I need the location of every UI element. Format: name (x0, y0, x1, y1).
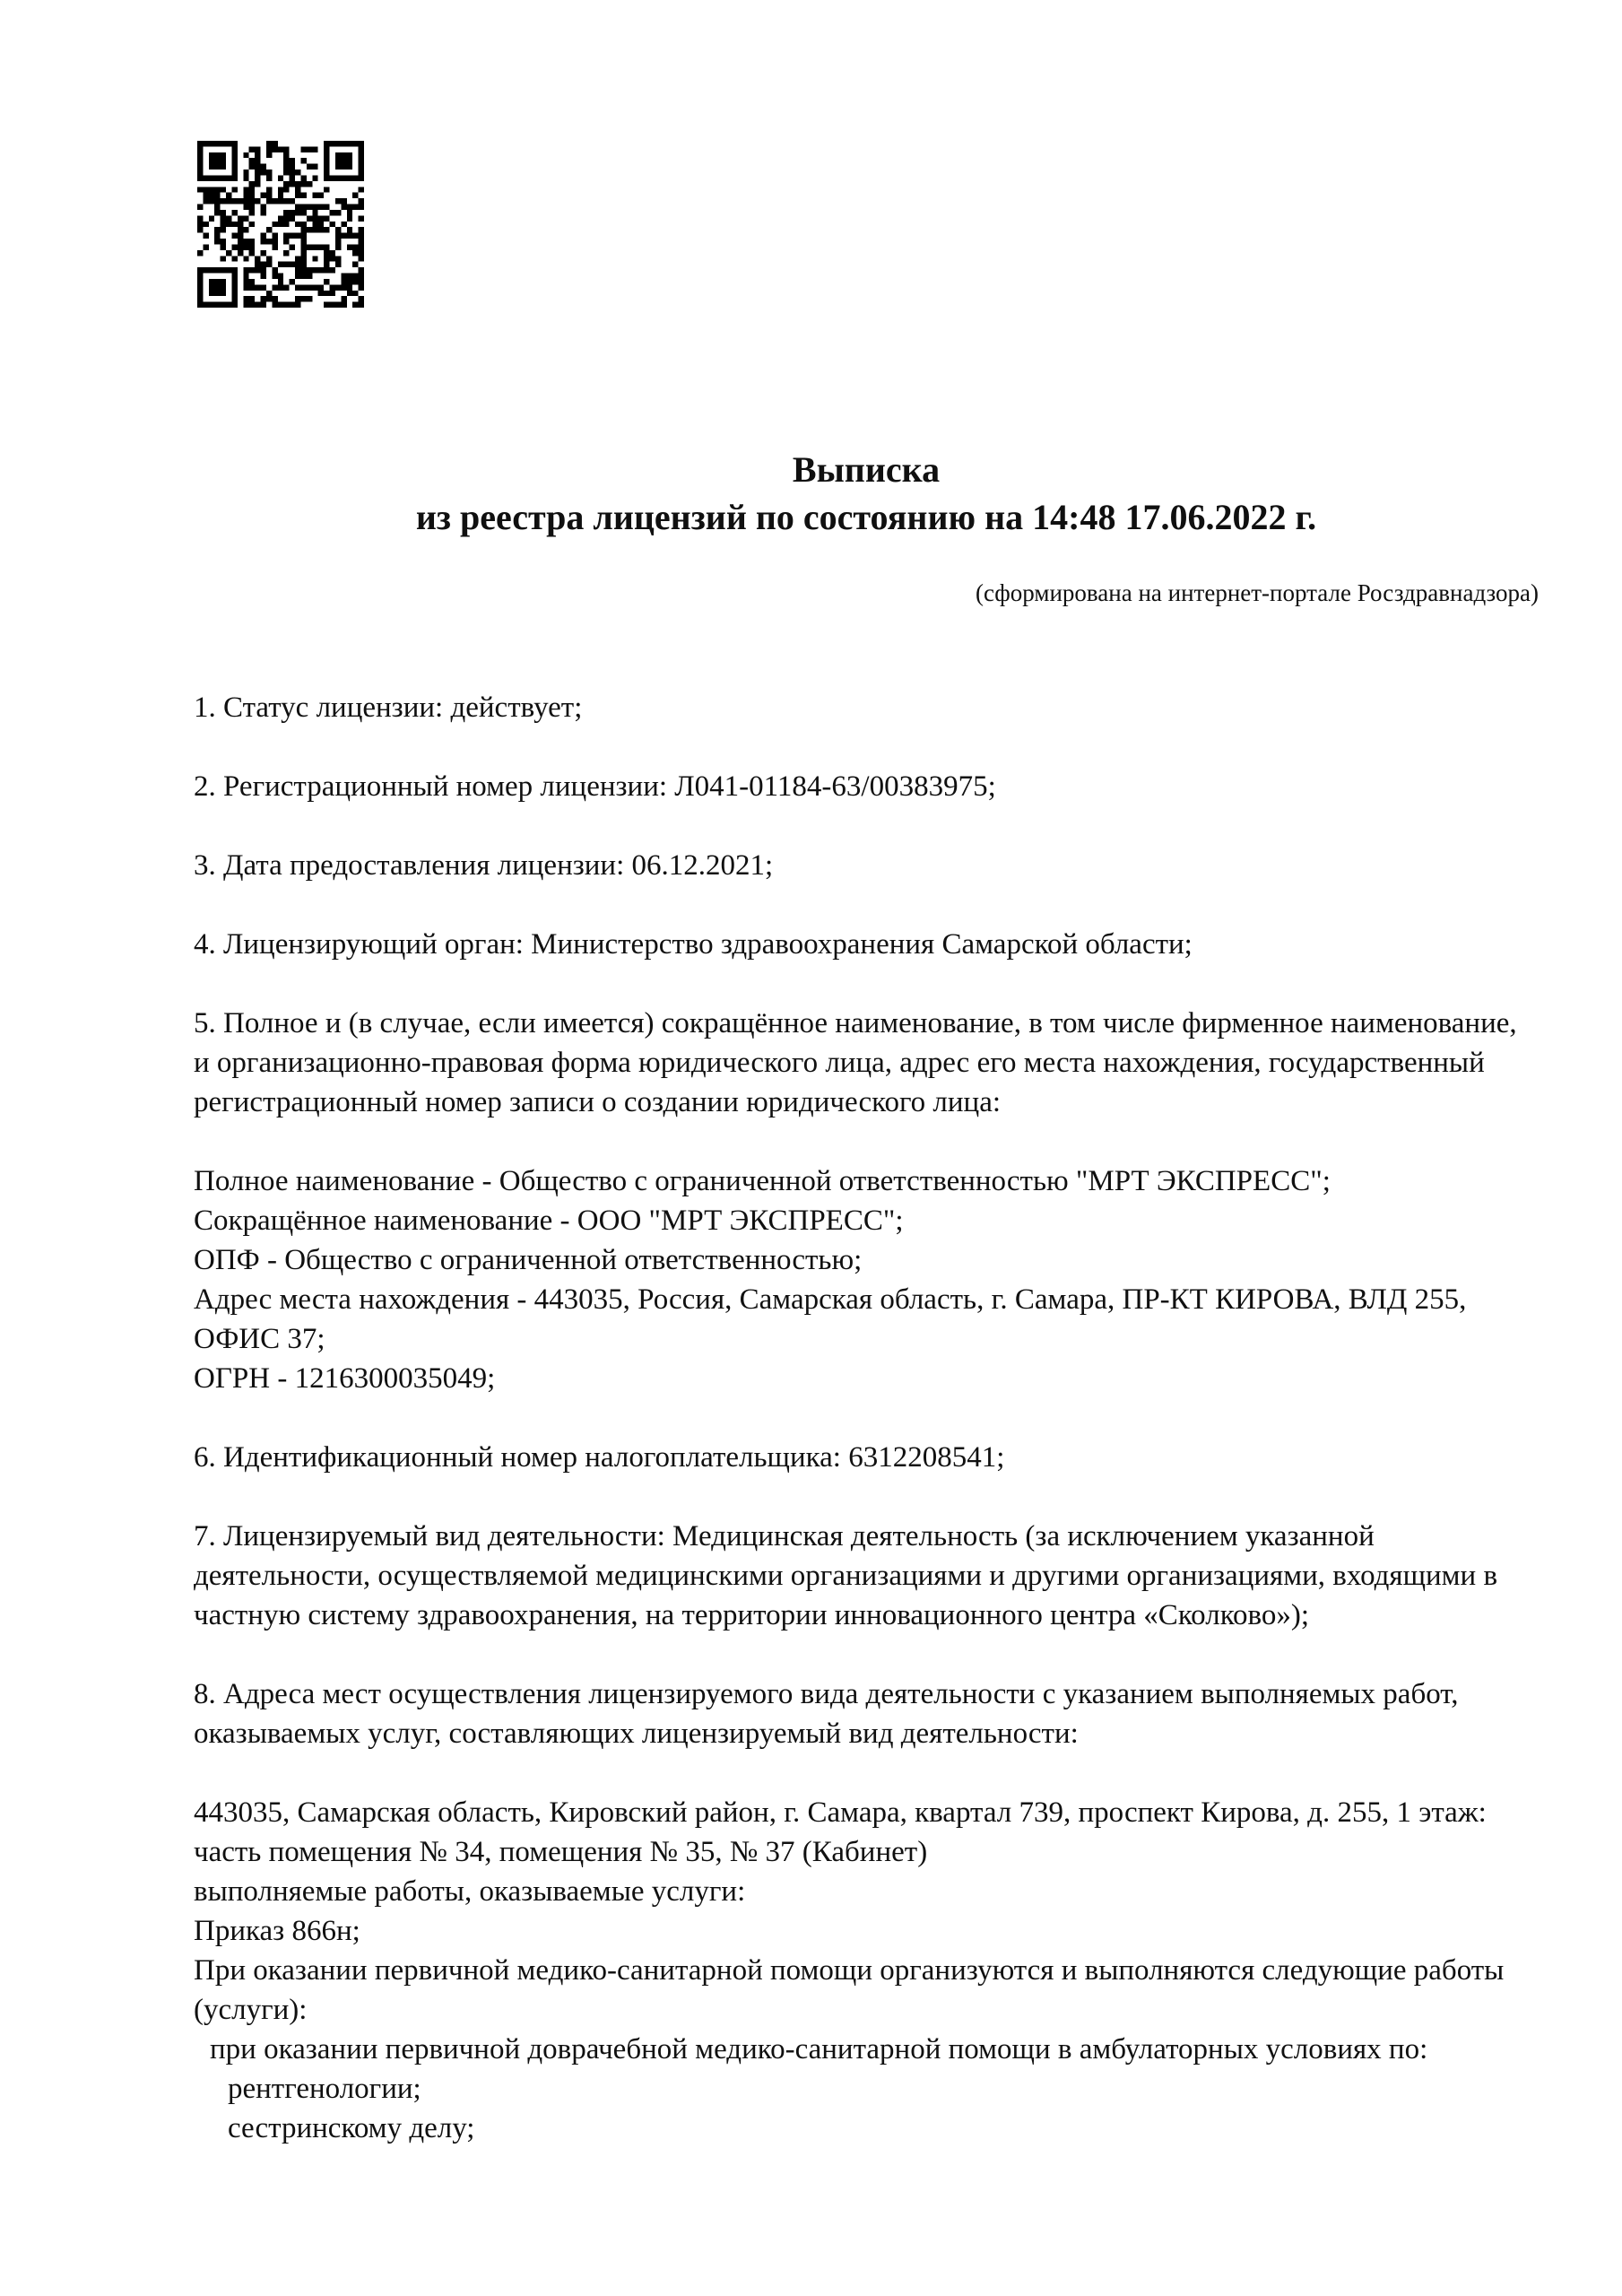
licensed-activity-paragraph: 7. Лицензируемый вид деятельности: Медицинская деятельность (за исключением указанной деятельности, осуществляемой медицинскими организациями и другими организациями, входящими в частную систему здравоохранения, на территории инновационного центра «Сколково»); (194, 1520, 1498, 1631)
activity-addresses-heading-paragraph: 8. Адреса мест осуществления лицензируемого вида деятельности с указанием выполняемых работ, оказываемых услуг, составляющих лицензируемый вид деятельности: (194, 1678, 1459, 1750)
site-address-line: 443035, Самарская область, Кировский район, г. Самара, квартал 739, проспект Кирова, д. 255, 1 этаж: часть помещения № 34, помещения № 35, № 37 (Кабинет) (194, 1796, 1487, 1868)
org-address-line: Адрес места нахождения - 443035, Россия, Самарская область, г. Самара, ПР-КТ КИРОВА, ВЛД 255, ОФИС 37; (194, 1283, 1467, 1355)
org-ogrn-line: ОГРН - 1216300035049; (194, 1362, 496, 1395)
document-title (194, 446, 1539, 541)
primary-care-line: При оказании первичной медико-санитарной помощи организуются и выполняются следующие работы (услуги): (194, 1954, 1505, 2026)
org-short-name-line: Сокращённое наименование - ООО "МРТ ЭКСПРЕСС"; (194, 1205, 904, 1237)
formation-note: (сформирована на интернет-портале Росздравнадзора) (975, 579, 1539, 606)
site-works-block (194, 1793, 1539, 2148)
license-status-paragraph: 1. Статус лицензии: действует; (194, 691, 583, 724)
organization-info-block (194, 1161, 1539, 1398)
registration-number-paragraph: 2. Регистрационный номер лицензии: Л041-01184-63/00383975; (194, 770, 996, 803)
document-body (194, 0, 1539, 2187)
order-line: Приказ 866н; (194, 1915, 360, 1947)
document-title-line1: Выписка (792, 449, 941, 490)
inn-paragraph: 6. Идентификационный номер налогоплательщика: 6312208541; (194, 1441, 1005, 1474)
pre-medical-care-line: при оказании первичной доврачебной медико-санитарной помощи в амбулаторных условиях по: (210, 2033, 1428, 2066)
document-title-line2: из реестра лицензий по состоянию на 14:48 17.06.2022 г. (415, 497, 1317, 537)
grant-date-paragraph: 3. Дата предоставления лицензии: 06.12.2021; (194, 849, 774, 882)
org-info-heading-paragraph: 5. Полное и (в случае, если имеется) сокращённое наименование, в том числе фирменное наименование, и организационно-правовая форма юридического лица, адрес его места нахождения, государственный регистрационный номер записи о создании юридического лица: (194, 1007, 1517, 1118)
service-item: рентгенологии; (228, 2073, 421, 2105)
licensing-authority-paragraph: 4. Лицензирующий орган: Министерство здравоохранения Самарской области; (194, 928, 1193, 961)
works-services-label-line: выполняемые работы, оказываемые услуги: (194, 1875, 746, 1908)
service-item: сестринскому делу; (228, 2112, 475, 2144)
org-full-name-line: Полное наименование - Общество с ограниченной ответственностью "МРТ ЭКСПРЕСС"; (194, 1165, 1331, 1197)
org-opf-line: ОПФ - Общество с ограниченной ответственностью; (194, 1244, 863, 1276)
